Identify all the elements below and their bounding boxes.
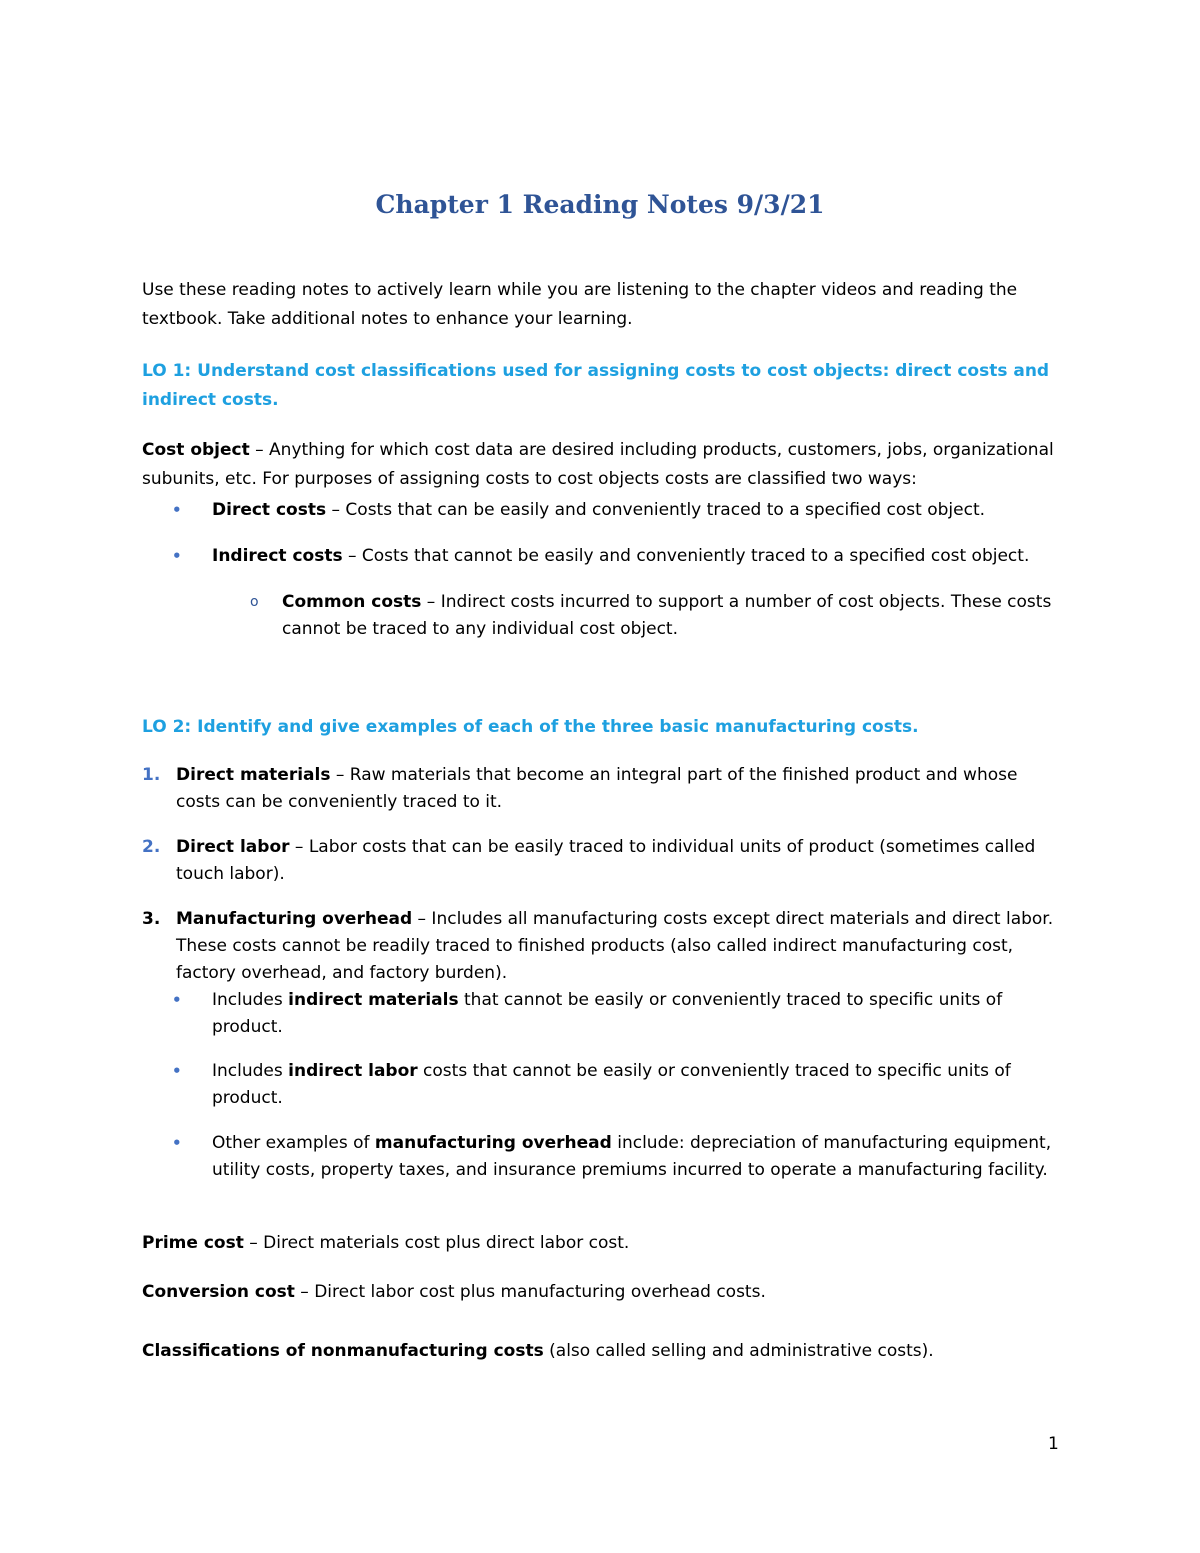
indirect-labor-item xyxy=(142,1058,1062,1112)
sub3-prefix: Other examples of xyxy=(212,1133,375,1153)
direct-costs-item xyxy=(142,497,1062,524)
overhead-examples-item xyxy=(142,1130,1062,1184)
direct-materials-term: Direct materials xyxy=(176,765,331,785)
sub1-suffix: that cannot be easily or conveniently traced to specific units of product. xyxy=(212,990,1003,1037)
manufacturing-overhead-item xyxy=(142,906,1062,987)
indirect-materials-term: indirect materials xyxy=(288,990,459,1010)
sub1-prefix: Includes xyxy=(212,990,289,1010)
bullet-icon: • xyxy=(172,1062,182,1080)
common-costs-item xyxy=(142,589,1062,643)
sub3-suffix: include: depreciation of manufacturing equipment, utility costs, property taxes, and insurance premiums incurred to operate a manufacturing facility. xyxy=(212,1133,1052,1180)
lo2-heading: LO 2: Identify and give examples of each of the three basic manufacturing costs. xyxy=(142,717,919,737)
conversion-cost-paragraph xyxy=(142,1278,1062,1307)
direct-labor-term: Direct labor xyxy=(176,837,290,857)
nonmanufacturing-term: Classifications of nonmanufacturing costs xyxy=(142,1341,544,1361)
overhead-examples-term: manufacturing overhead xyxy=(374,1133,612,1153)
page-title: Chapter 1 Reading Notes 9/3/21 xyxy=(375,190,825,219)
intro-paragraph: Use these reading notes to actively learn while you are listening to the chapter videos and reading the textbook. Take additional notes to enhance your learning. xyxy=(142,280,1018,329)
direct-materials-item xyxy=(142,762,1062,816)
bullet-icon: • xyxy=(172,1134,182,1152)
cost-object-paragraph xyxy=(142,436,1062,494)
indirect-labor-term: indirect labor xyxy=(288,1061,418,1081)
number-2: 2. xyxy=(142,837,161,857)
direct-materials-definition: – Raw materials that become an integral part of the finished product and whose costs can be conveniently traced to it. xyxy=(176,765,1018,812)
sub2-prefix: Includes xyxy=(212,1061,289,1081)
indirect-costs-term: Indirect costs xyxy=(212,546,343,566)
circle-bullet-icon: o xyxy=(250,594,259,610)
cost-object-term: Cost object xyxy=(142,440,250,460)
common-costs-definition: – Indirect costs incurred to support a number of cost objects. These costs cannot be traced to any individual cost object. xyxy=(282,592,1052,639)
direct-labor-definition: – Labor costs that can be easily traced to individual units of product (sometimes called touch labor). xyxy=(176,837,1036,884)
manufacturing-overhead-definition: – Includes all manufacturing costs except direct materials and direct labor. These costs cannot be readily traced to finished products (also called indirect manufacturing cost, factory overhead, and factory burden). xyxy=(176,909,1054,983)
common-costs-term: Common costs xyxy=(282,592,422,612)
direct-labor-item xyxy=(142,834,1062,888)
bullet-icon: • xyxy=(172,501,182,519)
page-number: 1 xyxy=(1048,1434,1059,1454)
indirect-costs-definition: – Costs that cannot be easily and conveniently traced to a specified cost object. xyxy=(342,546,1030,566)
manufacturing-overhead-term: Manufacturing overhead xyxy=(176,909,413,929)
indirect-costs-item xyxy=(142,543,1062,570)
conversion-cost-term: Conversion cost xyxy=(142,1282,295,1302)
indirect-materials-item xyxy=(142,987,1062,1041)
lo1-heading: LO 1: Understand cost classifications used for assigning costs to cost objects: direct costs and indirect costs. xyxy=(142,361,1050,410)
bullet-icon: • xyxy=(172,547,182,565)
direct-costs-term: Direct costs xyxy=(212,500,327,520)
number-1: 1. xyxy=(142,765,161,785)
prime-cost-term: Prime cost xyxy=(142,1233,244,1253)
direct-costs-definition: – Costs that can be easily and conveniently traced to a specified cost object. xyxy=(326,500,986,520)
nonmanufacturing-definition: (also called selling and administrative costs). xyxy=(543,1341,934,1361)
nonmanufacturing-paragraph xyxy=(142,1337,1062,1366)
bullet-icon: • xyxy=(172,991,182,1009)
cost-object-definition: – Anything for which cost data are desired including products, customers, jobs, organizational subunits, etc. For purposes of assigning costs to cost objects costs are classified two ways: xyxy=(142,440,1054,489)
number-3: 3. xyxy=(142,909,161,929)
prime-cost-definition: – Direct materials cost plus direct labor cost. xyxy=(243,1233,630,1253)
sub2-suffix: costs that cannot be easily or conveniently traced to specific units of product. xyxy=(212,1061,1011,1108)
prime-cost-paragraph xyxy=(142,1229,1062,1258)
conversion-cost-definition: – Direct labor cost plus manufacturing overhead costs. xyxy=(294,1282,766,1302)
